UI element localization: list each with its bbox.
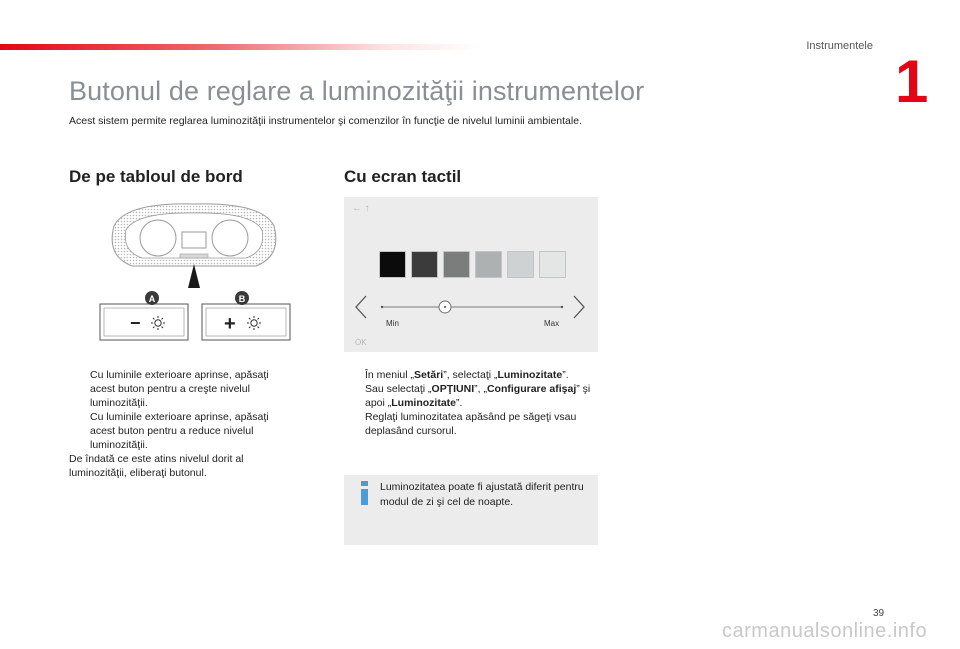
section-label: Instrumentele [806,40,873,52]
swatch[interactable] [475,251,502,278]
slider-min-label: Min [386,319,399,328]
button-b [202,291,290,340]
minus-symbol: − [130,313,141,333]
label-b: B [238,294,246,304]
dashboard-heading: De pe tabloul de bord [69,167,243,186]
swatch[interactable] [539,251,566,278]
screen-back-nav: ← ↑ [352,203,370,214]
watermark: carmanualsonline.info [722,620,928,642]
label-a: A [148,294,156,304]
touchscreen-instructions [344,368,598,438]
touchscreen-heading: Cu ecran tactil [344,167,462,186]
list-item: Cu luminile exterioare aprinse, apăsaţi acest buton pentru a reduce nivelul luminozităţii. [90,411,269,451]
touchscreen-illustration [344,197,598,352]
list-item: În meniul „Setări”, selectaţi „Luminozitate”. Sau selectaţi „OPŢIUNI”, „Configurare afişaj” şi apoi „Luminozitate”. [365,369,591,409]
brightness-slider[interactable] [344,292,598,322]
page-title: Butonul de reglare a luminozităţii instrumentelor [69,76,645,106]
instrument-cluster-drawing [112,204,276,266]
brightness-swatches [379,251,566,278]
swatch[interactable] [379,251,406,278]
ok-button[interactable]: OK [355,338,367,347]
dashboard-instructions [69,368,289,480]
chevron-left-icon [356,296,366,318]
swatch[interactable] [411,251,438,278]
info-icon [358,480,372,506]
intro-paragraph: Acest sistem permite reglarea luminozităţii instrumentelor şi comenzilor în funcţie de nivelul luminii ambientale. [69,115,582,127]
slider-max-label: Max [544,319,560,328]
chapter-number: 1 [895,48,929,115]
list-item: Reglaţi luminozitatea apăsând pe săgeţi vsau deplasând cursorul. [365,411,577,437]
swatch[interactable] [443,251,470,278]
button-a [100,291,188,340]
swatch[interactable] [507,251,534,278]
chevron-right-icon [574,296,584,318]
pointer-arrow [188,264,200,288]
plus-symbol: + [224,313,236,335]
list-item: Cu luminile exterioare aprinse, apăsaţi acest buton pentru a creşte nivelul luminozităţii. [90,369,269,409]
header-accent-bar [0,44,480,50]
closing-text: De îndată ce este atins nivelul dorit al luminozităţii, eliberaţi butonul. [69,453,244,479]
dashboard-illustration [96,196,292,350]
info-note [344,475,598,545]
note-text: Luminozitatea poate fi ajustată diferit pentru modul de zi şi cel de noapte. [380,481,584,508]
page-number: 39 [873,608,885,619]
